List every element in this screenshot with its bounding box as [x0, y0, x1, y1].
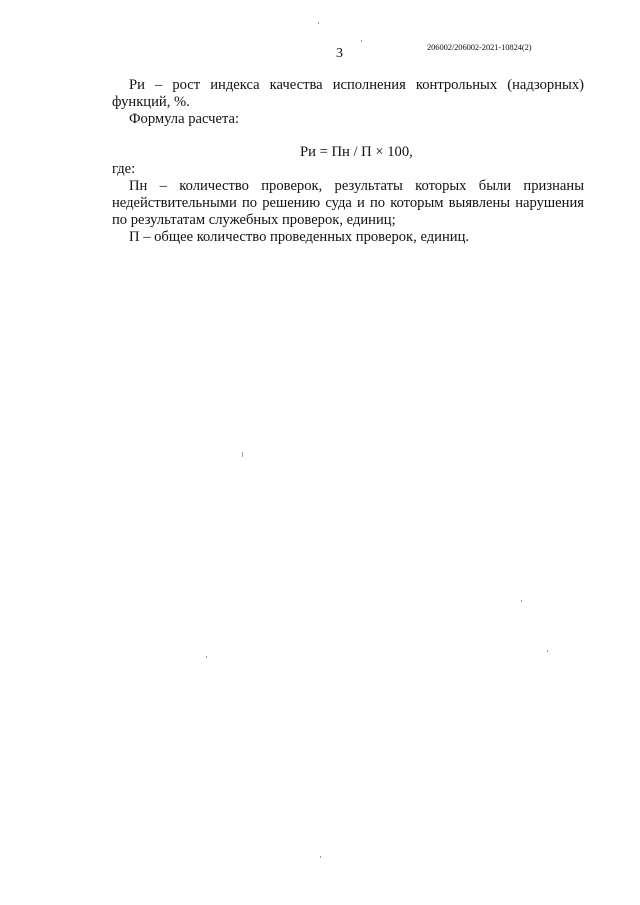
ri-definition-line-2: функций, %.: [112, 94, 190, 110]
ri-definition-line-1: Ри – рост индекса качества исполнения контрольных (надзорных): [129, 77, 584, 93]
formula-label: Формула расчета:: [129, 111, 240, 127]
scan-speck: [521, 600, 522, 602]
scan-speck: [242, 452, 243, 457]
paragraph-ri-definition: [112, 77, 584, 128]
def-pn-line-1: Пн – количество проверок, результаты которых были признаны: [129, 178, 584, 194]
where-label: где:: [112, 161, 136, 177]
definitions-block: [112, 161, 584, 246]
scan-speck: [547, 650, 548, 652]
formula: Ри = Пн / П × 100,: [300, 144, 413, 160]
document-id: 206002/206002-2021-10824(2): [427, 42, 532, 52]
scan-speck: [318, 22, 319, 24]
def-pn-line-2: недействительными по решению суда и по которым выявлены нарушения: [112, 195, 584, 211]
def-pn-line-3: по результатам служебных проверок, единиц;: [112, 212, 396, 228]
scan-speck: [320, 856, 321, 858]
scan-speck: [361, 40, 362, 42]
def-p: П – общее количество проведенных проверок, единиц.: [129, 229, 470, 245]
page-number: 3: [336, 46, 343, 61]
scan-speck: [206, 656, 207, 658]
